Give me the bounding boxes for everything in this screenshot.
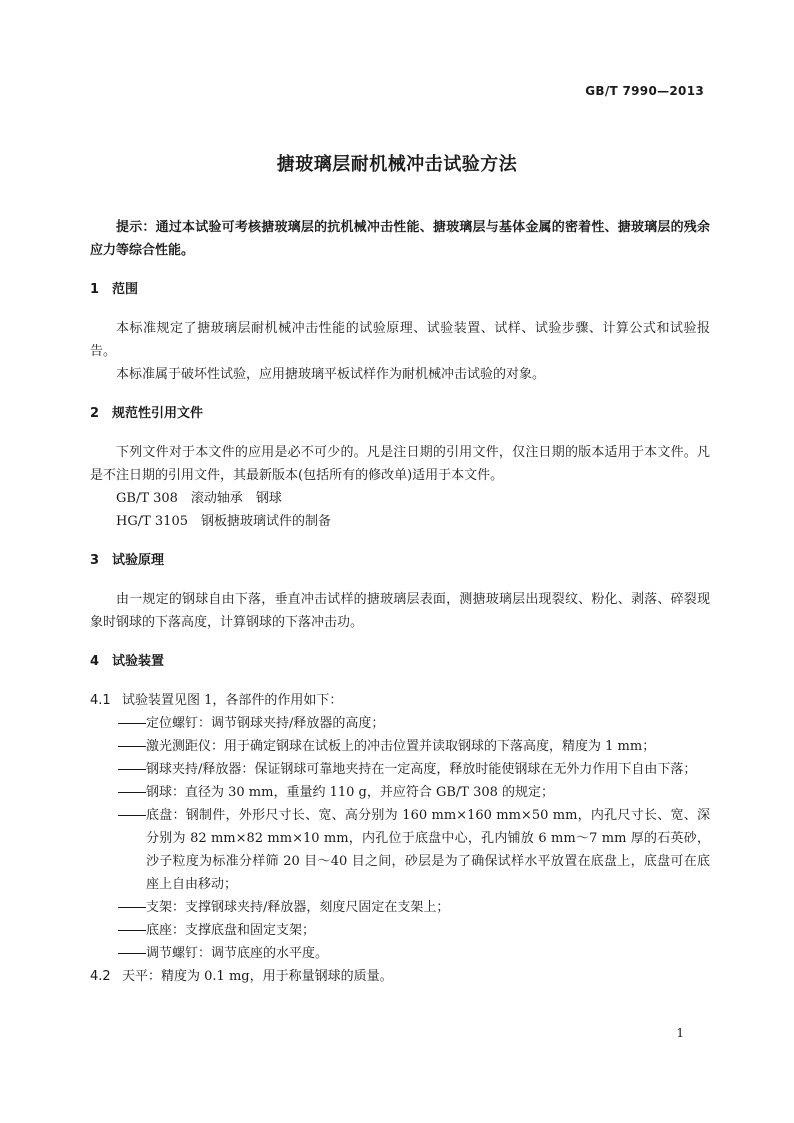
note-paragraph: 提示：通过本试验可考核搪玻璃层的抗机械冲击性能、搪玻璃层与基体金属的密着性、搪玻璃层的残余应力等综合性能。 xyxy=(90,220,710,258)
subsection-number: 4.1 xyxy=(90,693,111,708)
section-heading-2 xyxy=(90,402,710,425)
paragraph: 本标准规定了搪玻璃层耐机械冲击性能的试验原理、试验装置、试样、试验步骤、计算公式和试验报告。 xyxy=(90,321,710,359)
section-number: 1 xyxy=(90,282,100,297)
list-item: 钢球夹持/释放器：保证钢球可靠地夹持在一定高度，释放时能使钢球在无外力作用下自由下落； xyxy=(146,762,697,777)
subsection-text: 试验装置见图 1，各部件的作用如下： xyxy=(122,693,343,708)
section-number: 4 xyxy=(90,654,100,669)
section-heading-3 xyxy=(90,549,710,572)
page-number: 1 xyxy=(676,1026,684,1040)
list-item: 定位螺钉：调节钢球夹持/释放器的高度； xyxy=(146,716,385,731)
section-number: 3 xyxy=(90,553,100,568)
subsection-text: 天平：精度为 0.1 mg，用于称量钢球的质量。 xyxy=(122,969,393,984)
paragraph: 下列文件对于本文件的应用是必不可少的。凡是注日期的引用文件，仅注日期的版本适用于本文件。凡是不注日期的引用文件，其最新版本(包括所有的修改单)适用于本文件。 xyxy=(90,445,710,483)
section-title: 试验原理 xyxy=(112,553,165,568)
document-body xyxy=(90,216,710,988)
document-title: 搪玻璃层耐机械冲击试验方法 xyxy=(276,154,518,175)
section-title: 范围 xyxy=(112,282,139,297)
section-heading-1 xyxy=(90,278,710,301)
paragraph: 本标准属于破坏性试验，应用搪玻璃平板试样作为耐机械冲击试验的对象。 xyxy=(116,367,546,382)
subsection-4-2 xyxy=(90,965,710,988)
list-item: 支架：支撑钢球夹持/释放器，刻度尺固定在支架上； xyxy=(146,900,450,915)
list-item: 钢球：直径为 30 mm，重量约 110 g，并应符合 GB/T 308 的规定； xyxy=(146,785,555,800)
section-heading-4 xyxy=(90,650,710,673)
subsection-number: 4.2 xyxy=(90,969,111,984)
section-title: 试验装置 xyxy=(112,654,165,669)
list-item: 激光测距仪：用于确定钢球在试板上的冲击位置并读取钢球的下落高度，精度为 1 mm； xyxy=(146,739,656,754)
paragraph: 由一规定的钢球自由下落，垂直冲击试样的搪玻璃层表面，测搪玻璃层出现裂纹、粉化、剥落、碎裂现象时钢球的下落高度，计算钢球的下落冲击功。 xyxy=(90,592,710,630)
list-item: 调节螺钉：调节底座的水平度。 xyxy=(146,946,329,961)
list-item: 底座：支撑底盘和固定支架； xyxy=(146,923,316,938)
reference-list xyxy=(90,487,710,533)
standard-code: GB/T 7990—2013 xyxy=(585,84,704,98)
reference-item: GB/T 308 滚动轴承 钢球 xyxy=(116,491,282,506)
section-number: 2 xyxy=(90,406,100,421)
subsection-4-1 xyxy=(90,689,710,712)
reference-item: HG/T 3105 钢板搪玻璃试件的制备 xyxy=(116,514,331,529)
list-item: 底盘：钢制件，外形尺寸长、宽、高分别为 160 mm×160 mm×50 mm，内孔尺寸长、宽、深分别为 82 mm×82 mm×10 mm，内孔位于底盘中心，孔内铺放 6 mm～7 mm 厚的石英砂，沙子粒度为标准分样筛 20 目～40 目之间，砂层是为了确保试样水平放置在底盘上，底盘可在底座上自由移动； xyxy=(146,808,710,892)
section-title: 规范性引用文件 xyxy=(112,406,204,421)
